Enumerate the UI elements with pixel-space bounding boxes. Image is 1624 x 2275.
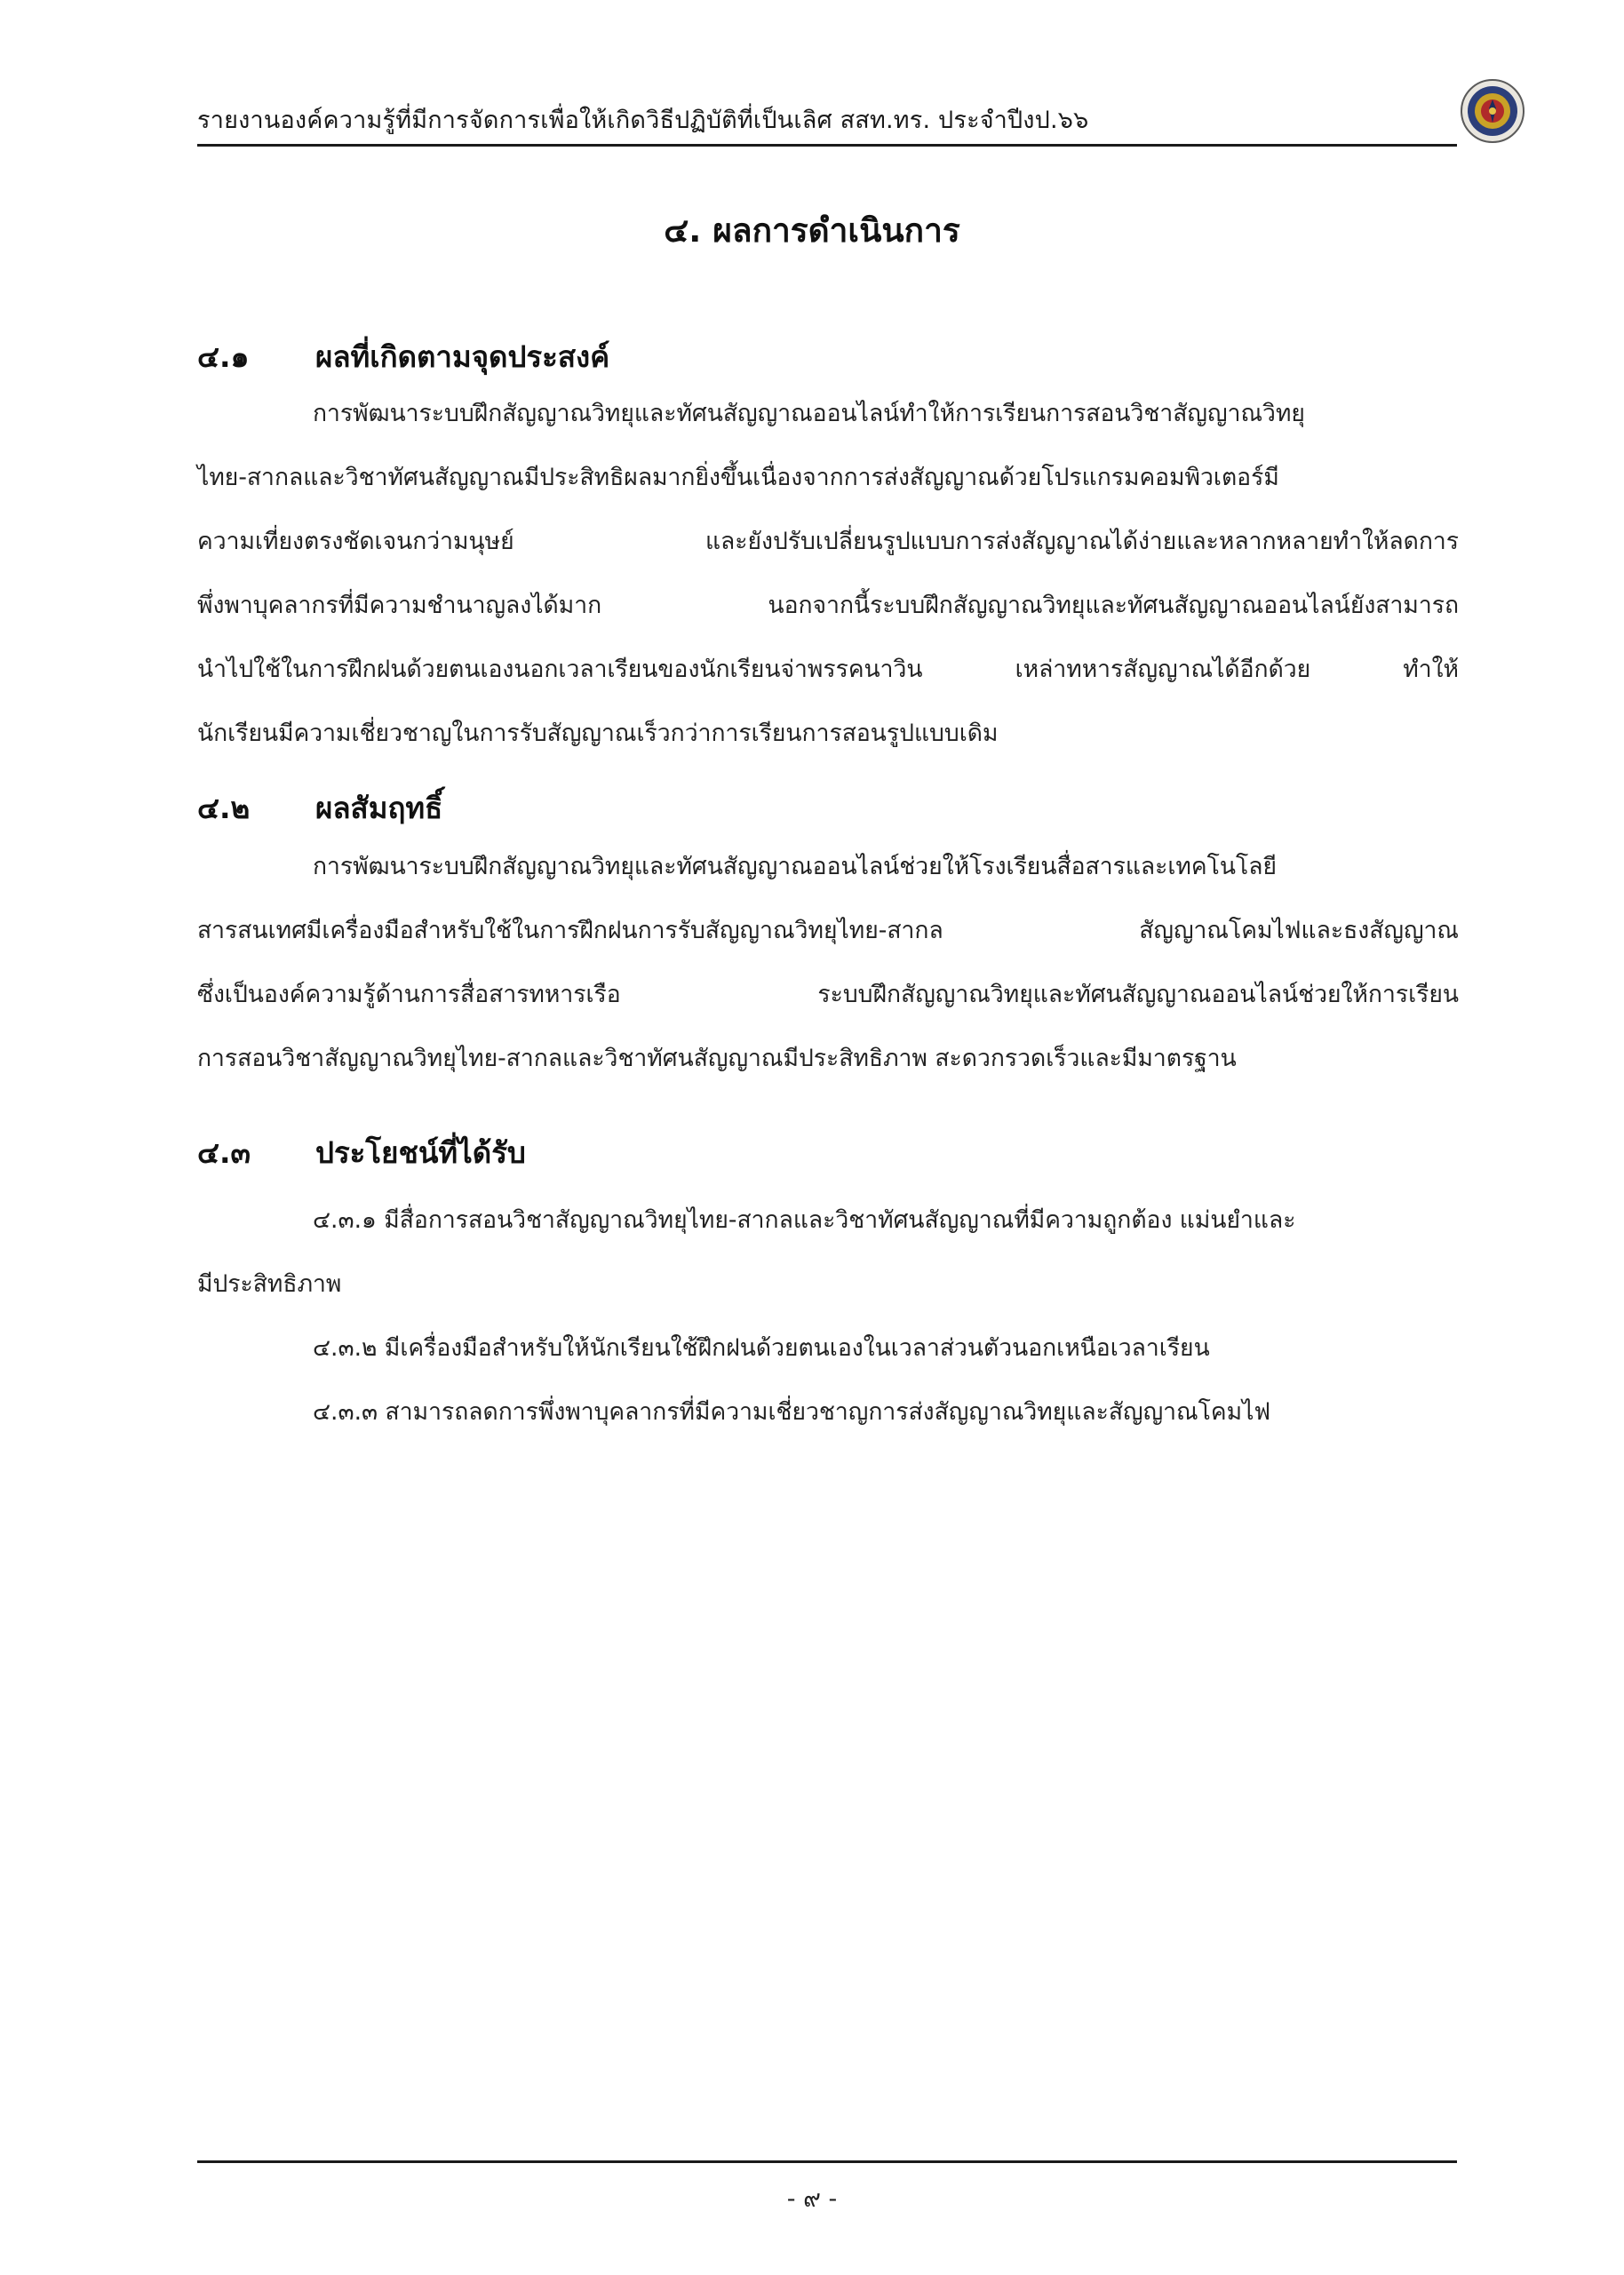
paragraph-line: ไทย-สากลและวิชาทัศนสัญญาณมีประสิทธิผลมากยิ่งขึ้นเนื่องจากการส่งสัญญาณด้วยโปรแกรมคอมพิวเตอร์มี <box>197 464 1279 491</box>
paragraph-line: การพัฒนาระบบฝึกสัญญาณวิทยุและทัศนสัญญาณออนไลน์ช่วยให้โรงเรียนสื่อสารและเทคโนโลยี <box>313 853 1277 880</box>
benefits-list <box>197 1189 1459 1444</box>
header-title: รายงานองค์ความรู้ที่มีการจัดการเพื่อให้เกิดวิธีปฏิบัติที่เป็นเลิศ สสท.ทร. ประจำปีงป.๖๖ <box>197 107 1089 134</box>
list-item: ๔.๓.๓ สามารถลดการพึ่งพาบุคลากรที่มีความเชี่ยวชาญการส่งสัญญาณวิทยุและสัญญาณโคมไฟ <box>313 1398 1271 1426</box>
section-number: ๔.๒ <box>197 791 251 825</box>
paragraph-line: ซึ่งเป็นองค์ความรู้ด้านการสื่อสารทหารเรือ ระบบฝึกสัญญาณวิทยุและทัศนสัญญาณออนไลน์ช่วยให้การเรียน <box>197 981 1459 1008</box>
paragraph-line: ความเที่ยงตรงชัดเจนกว่ามนุษย์ และยังปรับเปลี่ยนรูปแบบการส่งสัญญาณได้ง่ายและหลากหลายทำให้ลดการ <box>197 528 1459 555</box>
chapter-title: ๔. ผลการดำเนินการ <box>664 211 960 250</box>
footer-divider <box>197 2160 1457 2163</box>
paragraph-line: นักเรียนมีความเชี่ยวชาญในการรับสัญญาณเร็วกว่าการเรียนการสอนรูปแบบเดิม <box>197 720 999 747</box>
list-item: ๔.๓.๑ มีสื่อการสอนวิชาสัญญาณวิทยุไทย-สากลและวิชาทัศนสัญญาณที่มีความถูกต้อง แม่นยำและ <box>313 1206 1296 1234</box>
paragraph-line: สารสนเทศมีเครื่องมือสำหรับใช้ในการฝึกฝนการรับสัญญาณวิทยุไทย-สากล สัญญาณโคมไฟและธงสัญญาณ <box>197 917 1459 944</box>
section-title: ผลที่เกิดตามจุดประสงค์ <box>315 339 610 374</box>
paragraph-line: นำไปใช้ในการฝึกฝนด้วยตนเองนอกเวลาเรียนของนักเรียนจ่าพรรคนาวิน เหล่าทหารสัญญาณได้อีกด้วย ทำให้ <box>197 656 1459 683</box>
paragraph-line: การพัฒนาระบบฝึกสัญญาณวิทยุและทัศนสัญญาณออนไลน์ทำให้การเรียนการสอนวิชาสัญญาณวิทยุ <box>313 400 1305 427</box>
section-4-2-paragraph <box>197 835 1459 1091</box>
page-header <box>197 99 1457 144</box>
navy-emblem-icon <box>1460 78 1525 144</box>
list-item: ๔.๓.๒ มีเครื่องมือสำหรับให้นักเรียนใช้ฝึกฝนด้วยตนเองในเวลาส่วนตัวนอกเหนือเวลาเรียน <box>313 1334 1210 1362</box>
section-title: ประโยชน์ที่ได้รับ <box>315 1135 526 1170</box>
section-number: ๔.๑ <box>197 339 250 374</box>
page-number: - ๙ - <box>786 2185 838 2213</box>
header-divider <box>197 144 1457 147</box>
paragraph-line: พึ่งพาบุคลากรที่มีความชำนาญลงได้มาก นอกจากนี้ระบบฝึกสัญญาณวิทยุและทัศนสัญญาณออนไลน์ยังสามารถ <box>197 592 1459 619</box>
section-number: ๔.๓ <box>197 1135 251 1170</box>
paragraph-line: การสอนวิชาสัญญาณวิทยุไทย-สากลและวิชาทัศนสัญญาณมีประสิทธิภาพ สะดวกรวดเร็วและมีมาตรฐาน <box>197 1045 1237 1072</box>
section-4-1-paragraph <box>197 382 1459 766</box>
section-title: ผลสัมฤทธิ์ <box>315 791 443 825</box>
list-item-continuation: มีประสิทธิภาพ <box>197 1270 342 1298</box>
